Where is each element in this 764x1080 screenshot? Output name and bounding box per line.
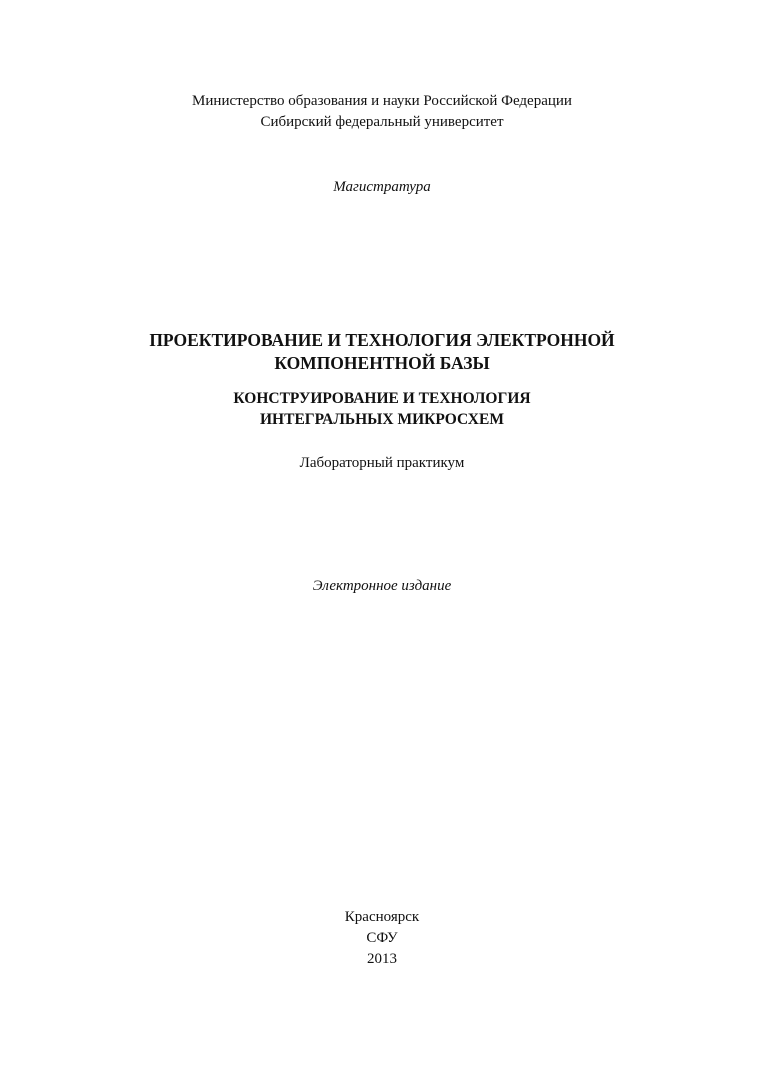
ministry-name: Министерство образования и науки Российской Федерации — [192, 93, 572, 109]
subtitle-line-1: КОНСТРУИРОВАНИЕ И ТЕХНОЛОГИЯ — [233, 390, 531, 407]
imprint-publisher: СФУ — [366, 930, 398, 946]
main-title-line-2: КОМПОНЕНТНОЙ БАЗЫ — [274, 353, 490, 373]
university-name: Сибирский федеральный университет — [260, 114, 504, 130]
edition-type: Электронное издание — [312, 578, 452, 594]
subtitle-line-2: ИНТЕГРАЛЬНЫХ МИКРОСХЕМ — [260, 411, 504, 428]
document-type: Лабораторный практикум — [299, 455, 465, 471]
main-title-line-1: ПРОЕКТИРОВАНИЕ И ТЕХНОЛОГИЯ ЭЛЕКТРОННОЙ — [149, 330, 615, 350]
imprint-year: 2013 — [367, 951, 397, 967]
program-level: Магистратура — [333, 179, 431, 195]
imprint-city: Красноярск — [344, 909, 420, 925]
